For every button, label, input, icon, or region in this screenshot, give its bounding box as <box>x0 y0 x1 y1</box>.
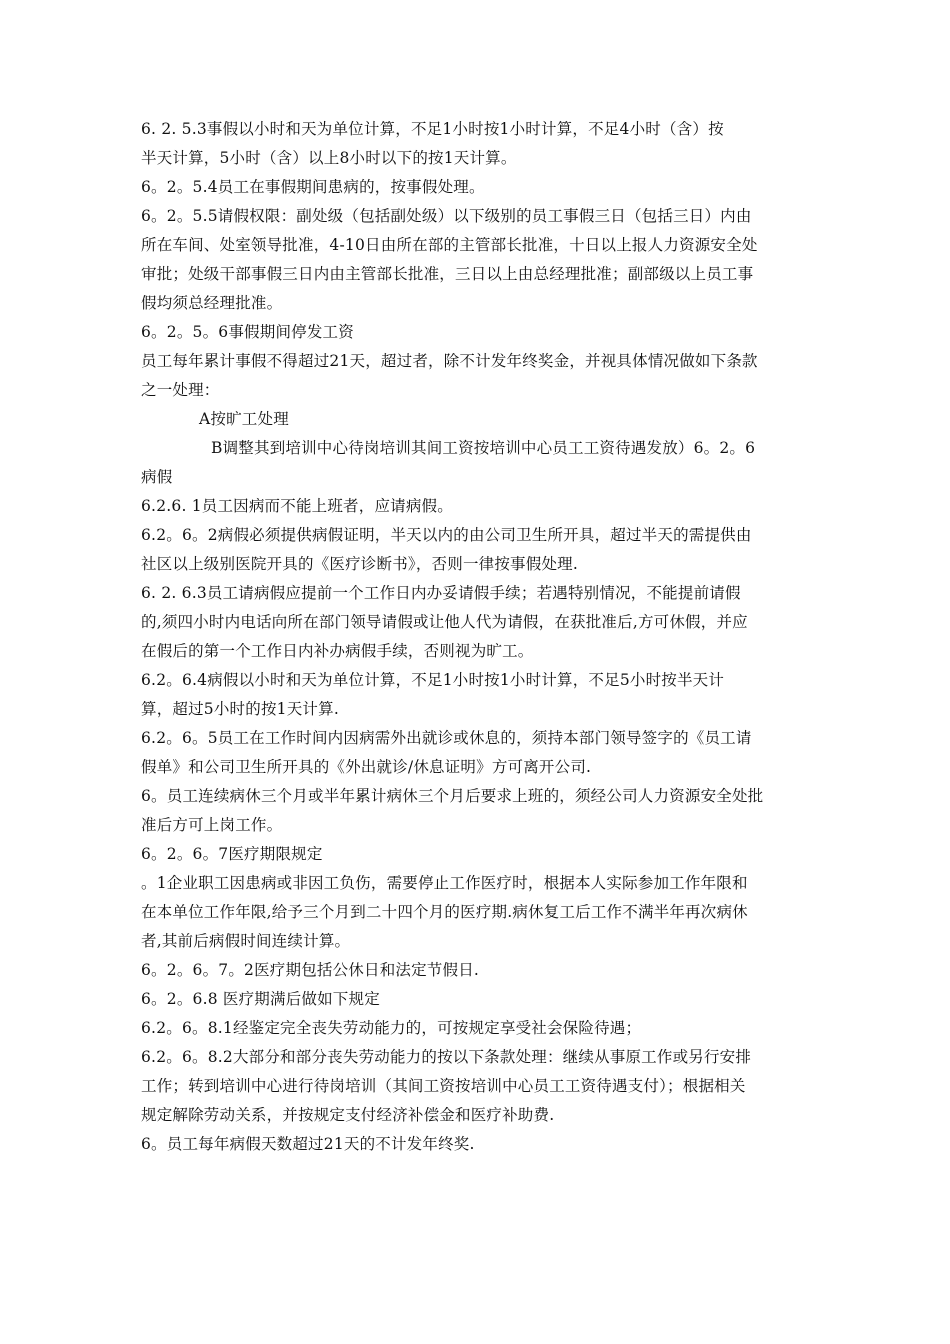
text-line: 员工每年累计事假不得超过21天，超过者，除不计发年终奖金，并视具体情况做如下条款 <box>141 352 758 370</box>
text-line: 6.2.6. 1员工因病而不能上班者，应请病假。 <box>141 497 453 515</box>
text-line: 6.2。6。8.1经鉴定完全丧失劳动能力的，可按规定享受社会保险待遇； <box>141 1019 642 1037</box>
text-line: 6.2。6。5员工在工作时间内因病需外出就诊或休息的，须持本部门领导签字的《员工请 <box>141 729 752 747</box>
text-line: 6。2。5。6事假期间停发工资 <box>141 323 354 341</box>
text-line: 规定解除劳动关系，并按规定支付经济补偿金和医疗补助费. <box>141 1106 555 1124</box>
text-line: 6。员工连续病休三个月或半年累计病休三个月后要求上班的，须经公司人力资源安全处批 <box>141 787 764 805</box>
text-line: 半天计算，5小时（含）以上8小时以下的按1天计算。 <box>141 149 517 167</box>
text-line: 社区以上级别医院开具的《医疗诊断书》，否则一律按事假处理. <box>141 555 578 573</box>
text-line: 者,其前后病假时间连续计算。 <box>141 932 351 950</box>
text-line: 的,须四小时内电话向所在部门领导请假或让他人代为请假，在获批准后,方可休假，并应 <box>141 613 748 631</box>
text-line: 所在车间、处室领导批准，4-10日由所在部的主管部长批准，十日以上报人力资源安全处 <box>141 236 758 254</box>
text-line: 6。员工每年病假天数超过21天的不计发年终奖. <box>141 1135 475 1153</box>
text-line: 假均须总经理批准。 <box>141 294 283 312</box>
text-line: 6.2。6。2病假必须提供病假证明，半天以内的由公司卫生所开具，超过半天的需提供由 <box>141 526 752 544</box>
text-line: 准后方可上岗工作。 <box>141 816 283 834</box>
text-line: 6。2。6。7。2医疗期包括公休日和法定节假日. <box>141 961 480 979</box>
text-line: 6. 2. 5.3事假以小时和天为单位计算，不足1小时按1小时计算，不足4小时（含）按 <box>141 120 724 138</box>
text-line: 6。2。6。7医疗期限规定 <box>141 845 323 863</box>
text-line: 6。2。5.5请假权限：副处级（包括副处级）以下级别的员工事假三日（包括三日）内由 <box>141 207 752 225</box>
text-line: 6。2。6.8 医疗期满后做如下规定 <box>141 990 380 1008</box>
text-line: 6. 2. 6.3员工请病假应提前一个工作日内办妥请假手续；若遇特别情况，不能提前请假 <box>141 584 741 602</box>
text-line: 病假 <box>141 468 173 486</box>
text-line: 6。2。5.4员工在事假期间患病的，按事假处理。 <box>141 178 485 196</box>
text-line: 工作；转到培训中心进行待岗培训（其间工资按培训中心员工工资待遇支付）；根据相关 <box>141 1077 746 1095</box>
text-line: 审批；处级干部事假三日内由主管部长批准，三日以上由总经理批准；副部级以上员工事 <box>141 265 754 283</box>
text-line: 。1企业职工因患病或非因工负伤，需要停止工作医疗时，根据本人实际参加工作年限和 <box>141 874 748 892</box>
text-line: 算，超过5小时的按1天计算. <box>141 700 339 718</box>
text-line: 在本单位工作年限,给予三个月到二十四个月的医疗期.病休复工后工作不满半年再次病休 <box>141 903 748 921</box>
document-body <box>141 115 821 1159</box>
option-b-line: B调整其到培训中心待岗培训其间工资按培训中心员工工资待遇发放）6。2。6 <box>211 439 756 457</box>
text-line: 6.2。6.4病假以小时和天为单位计算，不足1小时按1小时计算，不足5小时按半天计 <box>141 671 725 689</box>
text-line: 6.2。6。8.2大部分和部分丧失劳动能力的按以下条款处理：继续从事原工作或另行安排 <box>141 1048 752 1066</box>
text-line: 之一处理： <box>141 381 220 399</box>
text-line: 在假后的第一个工作日内补办病假手续，否则视为旷工。 <box>141 642 534 660</box>
option-a-line: A按旷工处理 <box>199 410 289 428</box>
text-line: 假单》和公司卫生所开具的《外出就诊/休息证明》方可离开公司. <box>141 758 592 776</box>
